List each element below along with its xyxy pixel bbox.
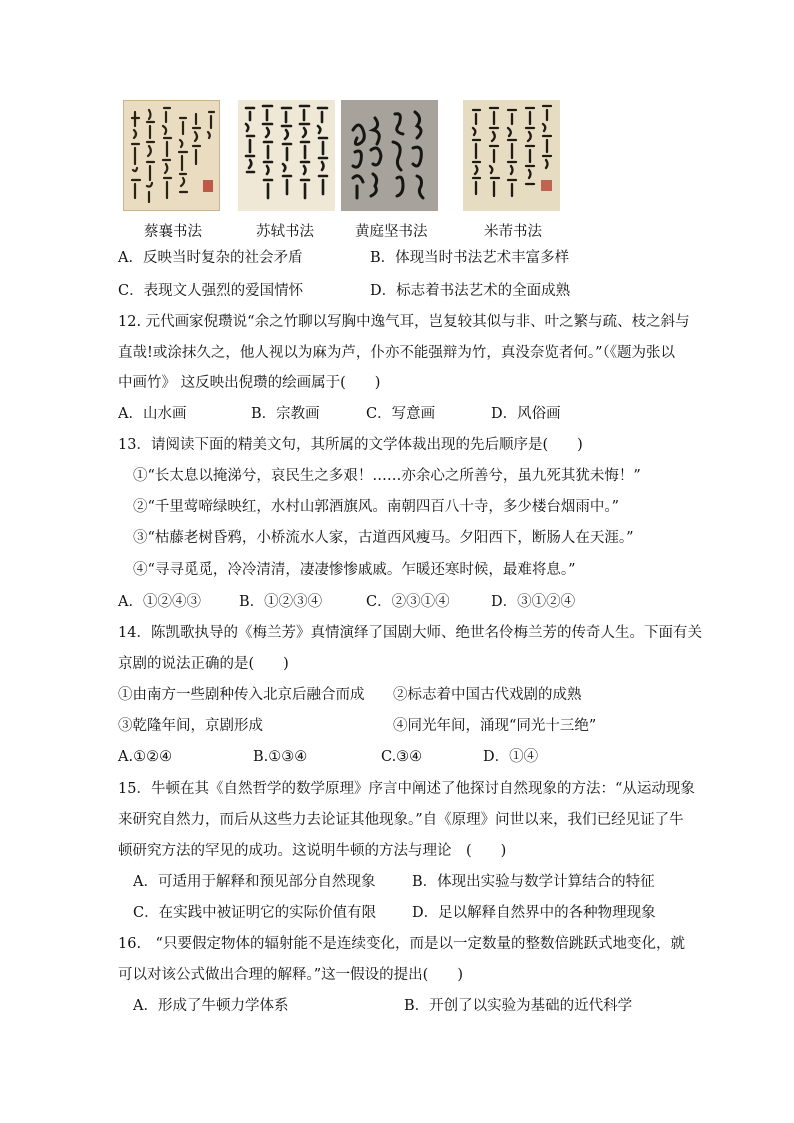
q14-stem-line-1: 14．陈凯歌执导的《梅兰芳》真情演绎了国剧大师、绝世名伶梅兰芳的传奇人生。下面有关 <box>118 625 702 641</box>
q15-stem-line-3: 顿研究方法的罕见的成功。这说明牛顿的方法与理论 ( ) <box>118 843 507 859</box>
su-shi-caption: 苏轼书法 <box>256 224 314 240</box>
su-shi-calligraphy-image <box>238 100 335 211</box>
calligraphy-scroll-icon <box>238 100 335 211</box>
q15-option-b: B．体现出实验与数学计算结合的特征 <box>412 874 655 890</box>
q13-sentence-3: ③“枯藤老树昏鸦，小桥流水人家，古道西风瘦马。夕阳西下，断肠人在天涯。” <box>133 530 634 546</box>
q13-sentence-1: ①“长太息以掩涕兮，哀民生之多艰！……亦余心之所善兮，虽九死其犹未悔！” <box>133 468 641 484</box>
q14-option-d: D．①④ <box>483 749 539 765</box>
calligraphy-cursive-icon <box>341 100 438 211</box>
q15-option-a: A．可适用于解释和预见部分自然现象 <box>133 874 376 890</box>
mi-fu-calligraphy-image <box>463 100 560 211</box>
q11-option-a: A．反映当时复杂的社会矛盾 <box>118 250 303 266</box>
q14-option-c: C.③④ <box>381 749 423 765</box>
q14-item-1: ①由南方一些剧种传入北京后融合而成 <box>118 687 365 703</box>
q12-option-b: B．宗教画 <box>251 406 320 422</box>
q12-option-c: C．写意画 <box>366 406 436 422</box>
q14-item-3: ③乾隆年间，京剧形成 <box>118 718 263 734</box>
q14-stem-line-2: 京剧的说法正确的是( ) <box>118 656 289 672</box>
q14-option-a: A.①②④ <box>118 749 173 765</box>
cai-xiang-calligraphy-image <box>123 100 220 211</box>
q12-option-d: D．风俗画 <box>491 406 561 422</box>
q16-stem-line-1: 16. “只要假定物体的辐射能不是连续变化，而是以一定数量的整数倍跳跃式地变化，就 <box>118 936 685 952</box>
q12-option-a: A．山水画 <box>118 406 187 422</box>
q15-option-d: D．足以解释自然界中的各种物理现象 <box>412 905 656 921</box>
q12-stem-line-2: 直哉!或涂抹久之，他人视以为麻为芦，仆亦不能强辩为竹，真没奈览者何。”（《题为张以 <box>118 345 675 361</box>
cai-xiang-caption: 蔡襄书法 <box>144 224 202 240</box>
calligraphy-scroll-icon <box>123 100 220 211</box>
q12-stem-line-1: 12. 元代画家倪瓒说“余之竹聊以写胸中逸气耳，岂复较其似与非、叶之繁与疏、枝之斜与 <box>118 314 690 330</box>
calligraphy-scroll-icon <box>463 100 560 211</box>
huang-tingjian-caption: 黄庭坚书法 <box>355 224 428 240</box>
q13-sentence-4: ④“寻寻觅觅，冷冷清清，凄凄惨惨戚戚。乍暖还寒时候，最难将息。” <box>133 562 576 578</box>
mi-fu-caption: 米芾书法 <box>484 224 542 240</box>
q13-sentence-2: ②“千里莺啼绿映红，水村山郭酒旗风。南朝四百八十寺，多少楼台烟雨中。” <box>133 499 620 515</box>
q13-option-c: C．②③①④ <box>366 594 450 610</box>
q11-option-c: C．表现文人强烈的爱国情怀 <box>118 283 304 299</box>
q13-stem: 13．请阅读下面的精美文句，其所属的文学体裁出现的先后顺序是( ) <box>118 437 583 453</box>
q13-option-a: A．①②④③ <box>118 594 201 610</box>
q14-item-4: ④同光年间，涌现“同光十三绝” <box>393 718 597 734</box>
q14-option-b: B.①③④ <box>253 749 308 765</box>
q16-option-b: B．开创了以实验为基础的近代科学 <box>404 998 633 1014</box>
huang-tingjian-calligraphy-image <box>341 100 438 211</box>
q14-item-2: ②标志着中国古代戏剧的成熟 <box>393 687 582 703</box>
q16-stem-line-2: 可以对该公式做出合理的解释。”这一假设的提出( ) <box>118 967 463 983</box>
q12-stem-line-3: 中画竹》 这反映出倪瓒的绘画属于( ) <box>118 375 381 391</box>
q16-option-a: A．形成了牛顿力学体系 <box>133 998 289 1014</box>
q11-option-b: B．体现当时书法艺术丰富多样 <box>370 250 570 266</box>
q13-option-d: D．③①②④ <box>491 594 576 610</box>
q15-stem-line-1: 15．牛顿在其《自然哲学的数学原理》序言中阐述了他探讨自然现象的方法：“从运动现象 <box>118 781 695 797</box>
q13-option-b: B．①②③④ <box>239 594 323 610</box>
q15-stem-line-2: 来研究自然力，而后从这些力去论证其他现象。”自《原理》问世以来，我们已经见证了牛 <box>118 812 684 828</box>
q15-option-c: C．在实践中被证明它的实际价值有限 <box>133 905 377 921</box>
q11-option-d: D．标志着书法艺术的全面成熟 <box>370 283 571 299</box>
